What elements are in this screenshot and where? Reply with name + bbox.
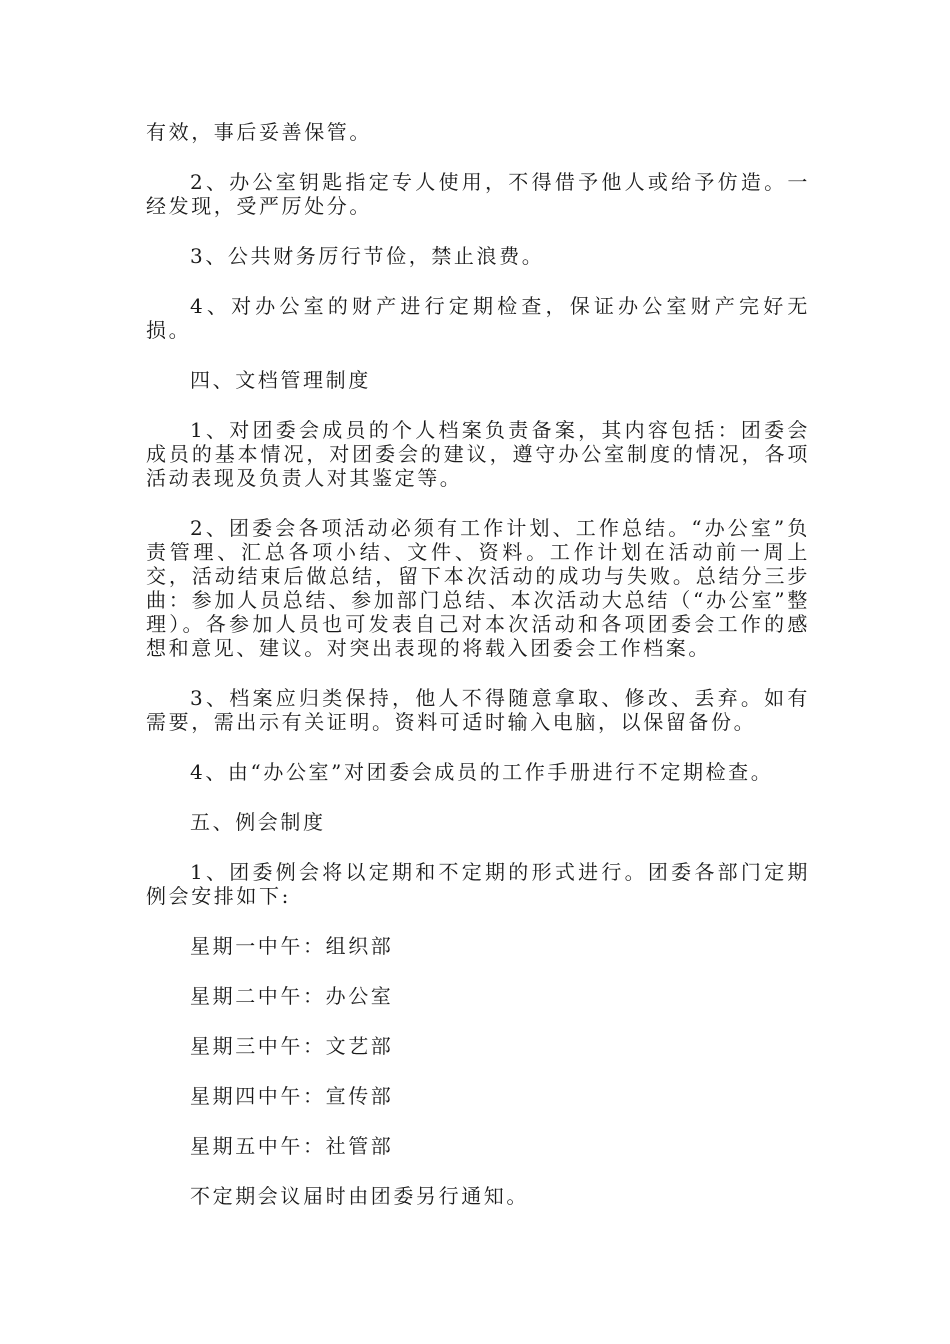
schedule-wednesday: 星期三中午：文艺部 bbox=[190, 1034, 394, 1058]
paragraph-irregular-meetings: 不定期会议届时由团委另行通知。 bbox=[190, 1184, 529, 1208]
paragraph-personal-archive: 1、对团委会成员的个人档案负责备案，其内容包括：团委会成员的基本情况，对团委会的建议，遵守办公室制度的情况，各项活动表现及负责人对其鉴定等。 bbox=[146, 418, 810, 490]
paragraph-property-check: 4、对办公室的财产进行定期检查，保证办公室财产完好无损。 bbox=[146, 294, 810, 342]
schedule-monday: 星期一中午：组织部 bbox=[190, 934, 394, 958]
paragraph-custody-continuation: 有效，事后妥善保管。 bbox=[146, 120, 372, 144]
section-heading-archive-management: 四、文档管理制度 bbox=[190, 368, 371, 392]
document-body bbox=[146, 120, 810, 1234]
paragraph-key-usage: 2、办公室钥匙指定专人使用，不得借予他人或给予仿造。一经发现，受严厉处分。 bbox=[146, 170, 810, 218]
schedule-tuesday: 星期二中午：办公室 bbox=[190, 984, 394, 1008]
paragraph-handbook-check: 4、由“办公室”对团委会成员的工作手册进行不定期检查。 bbox=[190, 760, 774, 784]
schedule-thursday: 星期四中午：宣传部 bbox=[190, 1084, 394, 1108]
paragraph-activity-plan-summary: 2、团委会各项活动必须有工作计划、工作总结。“办公室”负责管理、汇总各项小结、文件、资料。工作计划在活动前一周上交，活动结束后做总结，留下本次活动的成功与失败。总结分三步曲：参加人员总结、参加部门总结、本次活动大总结（“办公室”整理）。各参加人员也可发表自己对本次活动和各项团委会工作的感想和意见、建议。对突出表现的将载入团委会工作档案。 bbox=[146, 516, 810, 660]
section-heading-regular-meetings: 五、例会制度 bbox=[190, 810, 326, 834]
paragraph-meeting-format: 1、团委例会将以定期和不定期的形式进行。团委各部门定期例会安排如下: bbox=[146, 860, 810, 908]
schedule-friday: 星期五中午：社管部 bbox=[190, 1134, 394, 1158]
paragraph-finance-thrift: 3、公共财务厉行节俭，禁止浪费。 bbox=[190, 244, 545, 268]
paragraph-archive-classification: 3、档案应归类保持，他人不得随意拿取、修改、丢弃。如有需要，需出示有关证明。资料可适时输入电脑，以保留备份。 bbox=[146, 686, 810, 734]
